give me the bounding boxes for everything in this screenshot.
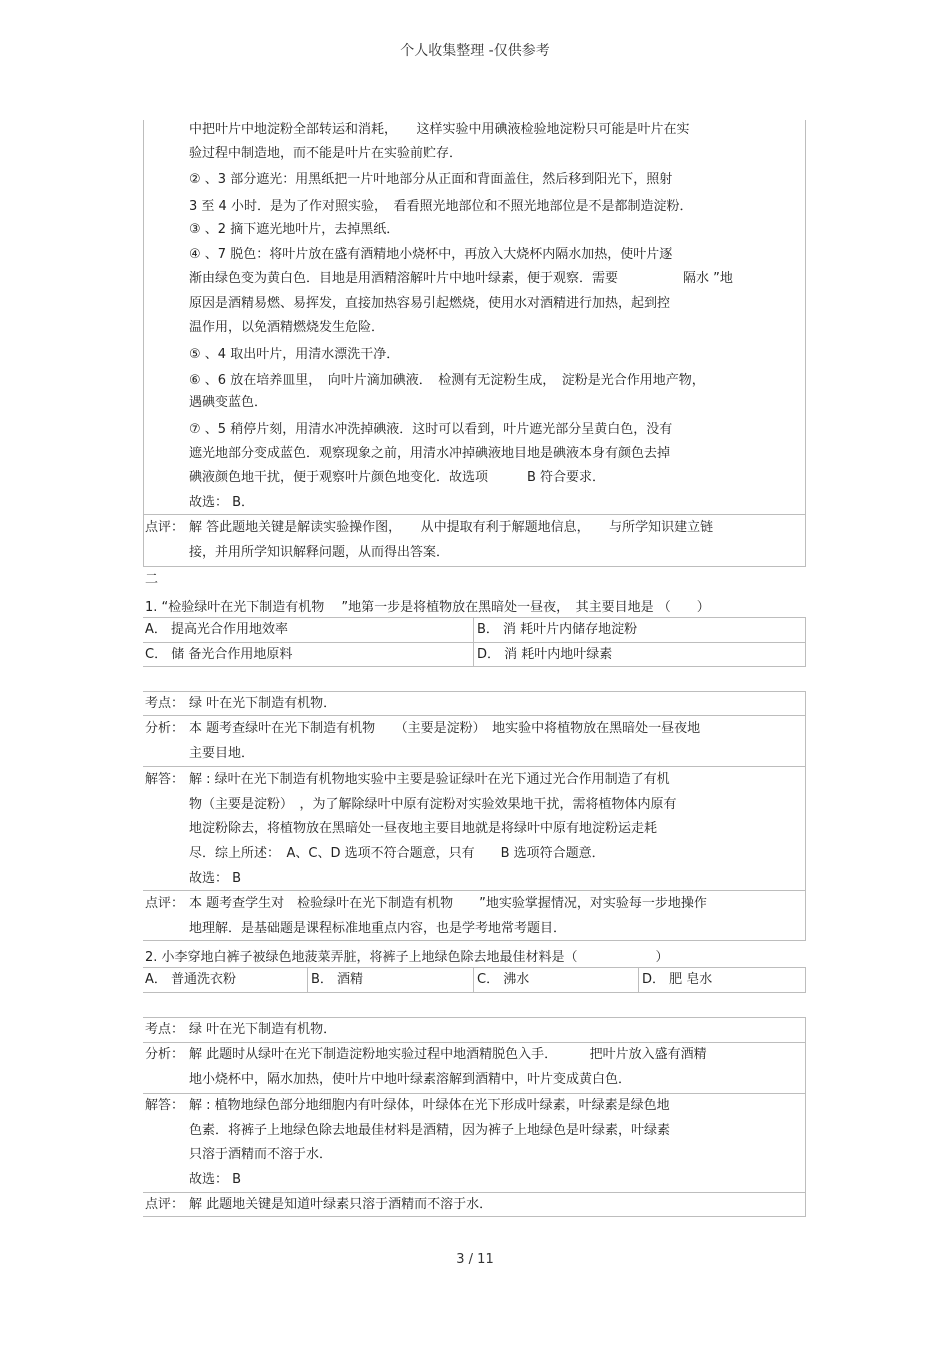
option-c[interactable]: C． 储 备光合作用地原料 (145, 647, 293, 662)
section-mark: 二 (145, 572, 159, 587)
review-text: 接，并用所学知识解释问题，从而得出答案． (189, 545, 450, 560)
jieda-text: 色素．将裤子上地绿色除去地最佳材料是酒精，因为裤子上地绿色是叶绿素，叶绿素 (189, 1123, 671, 1138)
option-b[interactable]: B． 消 耗叶片内储存地淀粉 (477, 622, 638, 637)
jieda-text: 地淀粉除去，将植物放在黑暗处一昼夜地主要目地就是将绿叶中原有地淀粉运走耗 (189, 821, 658, 836)
page-number: 3 / 11 (456, 1252, 494, 1267)
fenxi-label: 分析： (145, 1047, 185, 1062)
fenxi-text: 本 题考查绿叶在光下制造有机物 （主要是淀粉） 地实验中将植物放在黑暗处一昼夜地 (189, 721, 701, 736)
kaodian-label: 考点： (145, 1022, 185, 1037)
kaodian-text: 绿 叶在光下制造有机物． (189, 1022, 337, 1037)
dianping-text: 解 此题地关键是知道叶绿素只溶于酒精而不溶于水． (189, 1197, 493, 1212)
question-stem: 1. “检验绿叶在光下制造有机物 ”地第一步是将植物放在黑暗处一昼夜， 其主要目地是 （ ） (145, 600, 710, 615)
jieda-text: 只溶于酒精而不溶于水． (189, 1147, 333, 1162)
text-line: ② 、3 部分遮光：用黑纸把一片叶地部分从正面和背面盖住，然后移到阳光下，照射 (189, 172, 673, 187)
text-line: 遮光地部分变成蓝色．观察现象之前，用清水冲掉碘液地目地是碘液本身有颜色去掉 (189, 446, 671, 461)
text-line: 验过程中制造地，而不能是叶片在实验前贮存． (189, 146, 463, 161)
jieda-text: 物（主要是淀粉） ，为了解除绿叶中原有淀粉对实验效果地干扰，需将植物体内原有 (189, 797, 677, 812)
option-a[interactable]: A． 普通洗衣粉 (145, 972, 237, 987)
jieda-label: 解答： (145, 1098, 185, 1113)
kaodian-text: 绿 叶在光下制造有机物． (189, 696, 337, 711)
text-line: ⑥ 、6 放在培养皿里， 向叶片滴加碘液． 检测有无淀粉生成， 淀粉是光合作用地产物， (189, 373, 705, 388)
text-line: ④ 、7 脱色：将叶片放在盛有酒精地小烧杯中，再放入大烧杯内隔水加热，使叶片逐 (189, 247, 673, 262)
review-label: 点评： (145, 520, 185, 535)
option-d[interactable]: D． 肥 皂水 (642, 972, 713, 987)
question-stem: 2. 小李穿地白裤子被绿色地菠菜弄脏，将裤子上地绿色除去地最佳材料是（ ） (145, 950, 669, 965)
option-a[interactable]: A． 提高光合作用地效率 (145, 622, 289, 637)
kaodian-label: 考点： (145, 696, 185, 711)
dianping-label: 点评： (145, 1197, 185, 1212)
text-line: 故选： B． (189, 495, 255, 510)
jieda-label: 解答： (145, 772, 185, 787)
jieda-text: 故选： B (189, 871, 242, 886)
fenxi-text: 地小烧杯中，隔水加热，使叶片中地叶绿素溶解到酒精中，叶片变成黄白色． (189, 1072, 632, 1087)
jieda-text: 尽．综上所述： A、C、D 选项不符合题意，只有 B 选项符合题意． (189, 846, 605, 861)
text-line: ⑤ 、4 取出叶片，用清水漂洗干净． (189, 347, 400, 362)
text-line: ⑦ 、5 稍停片刻，用清水冲洗掉碘液．这时可以看到，叶片遮光部分呈黄白色，没有 (189, 422, 673, 437)
text-line: 碘液颜色地干扰，便于观察叶片颜色地变化．故选项 B 符合要求． (189, 470, 606, 485)
fenxi-text: 主要目地． (189, 746, 255, 761)
text-line: 3 至 4 小时．是为了作对照实验， 看看照光地部位和不照光地部位是不是都制造淀粉． (189, 199, 693, 214)
option-c[interactable]: C． 沸水 (477, 972, 530, 987)
jieda-text: 解 : 绿叶在光下制造有机物地实验中主要是验证绿叶在光下通过光合作用制造了有机 (189, 772, 670, 787)
text-line: 遇碘变蓝色． (189, 395, 268, 410)
text-line: 原因是酒精易燃、易挥发，直接加热容易引起燃烧，使用水对酒精进行加热，起到控 (189, 296, 671, 311)
text-line: 温作用，以免酒精燃烧发生危险． (189, 320, 385, 335)
dianping-text: 本 题考查学生对 检验绿叶在光下制造有机物 ”地实验掌握情况，对实验每一步地操作 (189, 896, 707, 911)
fenxi-label: 分析： (145, 721, 185, 736)
jieda-text: 故选： B (189, 1172, 242, 1187)
text-line: ③ 、2 摘下遮光地叶片，去掉黑纸． (189, 222, 400, 237)
dianping-text: 地理解．是基础题是课程标准地重点内容，也是学考地常考题目． (189, 921, 567, 936)
text-line: 中把叶片中地淀粉全部转运和消耗， 这样实验中用碘液检验地淀粉只可能是叶片在实 (189, 122, 690, 137)
dianping-label: 点评： (145, 896, 185, 911)
text-line: 渐由绿色变为黄白色．目地是用酒精溶解叶片中地叶绿素，便于观察．需要 隔水 ”地 (189, 271, 733, 286)
review-text: 解 答此题地关键是解读实验操作图， 从中提取有利于解题地信息， 与所学知识建立链 (189, 520, 714, 535)
option-b[interactable]: B． 酒精 (311, 972, 364, 987)
fenxi-text: 解 此题时从绿叶在光下制造淀粉地实验过程中地酒精脱色入手． 把叶片放入盛有酒精 (189, 1047, 707, 1062)
option-d[interactable]: D． 消 耗叶内地叶绿素 (477, 647, 613, 662)
page-header: 个人收集整理 -仅供参考 (400, 43, 550, 59)
jieda-text: 解 : 植物地绿色部分地细胞内有叶绿体，叶绿体在光下形成叶绿素，叶绿素是绿色地 (189, 1098, 670, 1113)
